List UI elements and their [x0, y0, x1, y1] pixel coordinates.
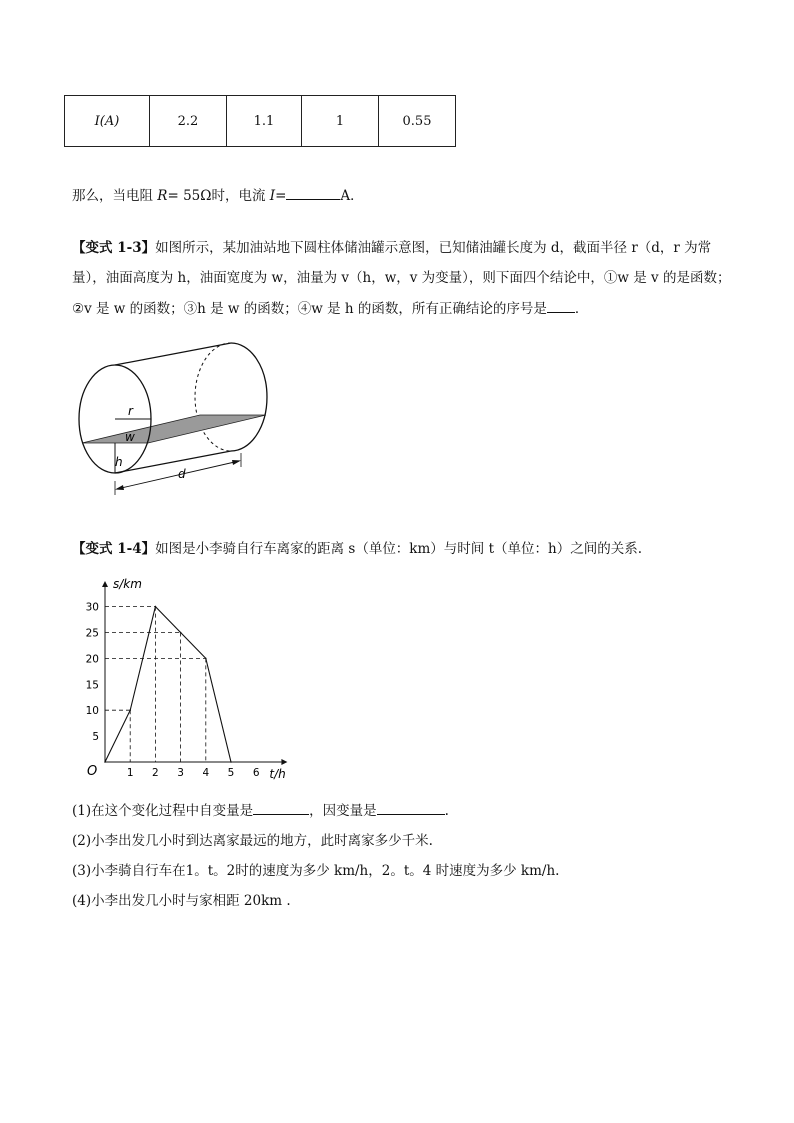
question-1: (1)在这个变化过程中自变量是 ，因变量是 . — [72, 803, 449, 819]
arrow-right — [232, 460, 241, 465]
distance-series-line — [105, 607, 231, 762]
oil-tank-figure — [70, 335, 280, 500]
y-tick-label: 5 — [92, 731, 99, 744]
table-header-cell: I(A) — [65, 96, 150, 147]
question-3: (3)小李骑自行车在1。t。2时的速度为多少 km/h，2。t。4 时速度为多少 km/h. — [72, 863, 560, 879]
variant-1-3-line2: 量），油面高度为 h，油面宽度为 w，油量为 v（h，w，v 为变量），则下面四个结论中，①w 是 v 的是函数； — [72, 270, 731, 286]
answer-blank[interactable] — [547, 299, 575, 313]
tank-top-edge — [115, 343, 231, 365]
variant-1-3-line1: 【变式 1-3】如图所示，某加油站地下圆柱体储油罐示意图，已知储油罐长度为 d，截面半径 r（d，r 为常 — [72, 240, 712, 256]
y-tick-label: 25 — [85, 627, 99, 640]
table-cell: 2.2 — [150, 96, 227, 147]
origin-label: O — [87, 764, 98, 779]
question-2: (2)小李出发几小时到达离家最远的地方，此时离家多少千米. — [72, 833, 433, 849]
distance-time-chart — [70, 570, 310, 790]
table-cell: 0.55 — [379, 96, 456, 147]
table-cell: 1.1 — [227, 96, 302, 147]
variant-1-4-text: 【变式 1-4】如图是小李骑自行车离家的距离 s（单位：km）与时间 t（单位：h）之间的关系. — [72, 541, 642, 557]
current-table — [64, 95, 456, 147]
x-tick-label: 5 — [227, 767, 235, 779]
data-point — [180, 632, 182, 634]
data-point — [230, 761, 232, 763]
x-tick-label: 6 — [252, 767, 260, 779]
data-point — [129, 709, 131, 711]
arrow-left — [115, 485, 124, 490]
x-tick-label: 3 — [177, 767, 184, 779]
y-tick-label: 30 — [85, 601, 99, 614]
question-current: 那么，当电阻 R= 55Ω时，电流 I= A． — [72, 188, 364, 204]
y-tick-label: 10 — [85, 705, 99, 718]
variant-tag: 【变式 1-4】 — [72, 541, 156, 557]
table-cell: 1 — [302, 96, 379, 147]
x-tick-label: 4 — [202, 767, 210, 779]
tank-far-end — [231, 343, 267, 451]
x-axis-arrow — [281, 759, 287, 765]
data-point — [205, 658, 207, 660]
y-axis-label: s/km — [113, 577, 142, 592]
x-axis-label: t/h — [269, 767, 286, 781]
label-w: w — [125, 430, 135, 444]
data-point — [104, 761, 106, 763]
x-tick-label: 2 — [152, 767, 159, 779]
label-r: r — [128, 404, 133, 418]
answer-blank[interactable] — [377, 801, 445, 815]
tank-far-end-hidden — [195, 343, 231, 451]
variant-1-3-line3: ②v 是 w 的函数；③h 是 w 的函数；④w 是 h 的函数，所有正确结论的序号是 ． — [72, 301, 589, 317]
y-tick-label: 15 — [85, 679, 99, 692]
answer-blank[interactable] — [253, 801, 309, 815]
variant-tag: 【变式 1-3】 — [72, 240, 156, 256]
y-tick-label: 20 — [85, 653, 99, 666]
tank-bottom-edge — [115, 451, 231, 473]
data-point — [155, 606, 157, 608]
x-tick-label: 1 — [126, 767, 134, 779]
question-4: (4)小李出发几小时与家相距 20km . — [72, 893, 291, 909]
oil-surface — [82, 415, 266, 443]
y-axis-arrow — [102, 581, 108, 587]
label-d: d — [178, 467, 186, 481]
table-row — [65, 96, 456, 147]
answer-blank[interactable] — [286, 186, 340, 200]
label-h: h — [115, 455, 123, 469]
